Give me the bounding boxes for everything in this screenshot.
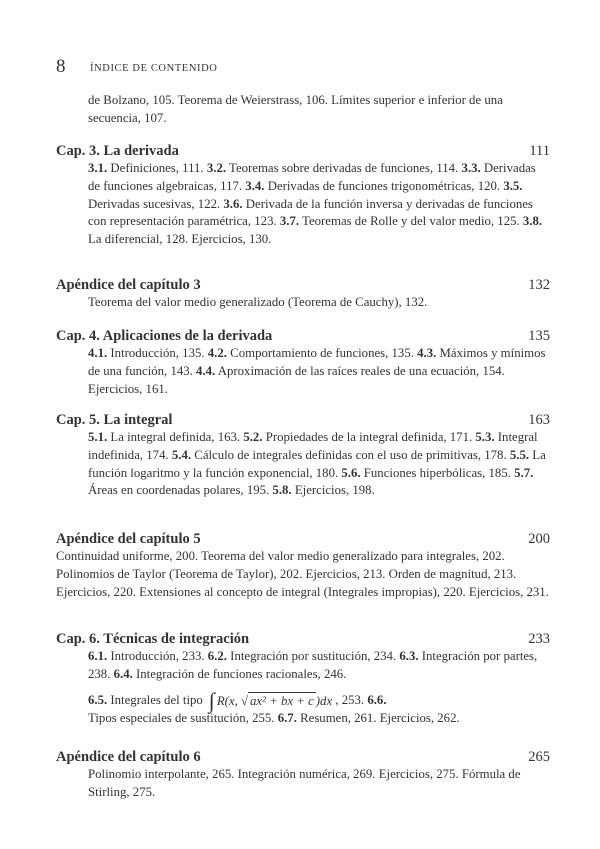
section-text: Comportamiento de funciones, 135. [226, 346, 418, 360]
section-text: Derivada de la función inversa y derivadas de funciones con representación paramétrica, 123. [88, 196, 533, 229]
section-number: 4.1. [88, 346, 108, 360]
section-number: 6.5. [88, 693, 108, 708]
toc-entry-chapter-4 [56, 327, 550, 398]
integral-expression [217, 692, 332, 711]
integral-line [88, 687, 550, 713]
toc-continuation [56, 92, 550, 128]
radical-sign: √ [241, 693, 249, 708]
appendix-title: Apéndice del capítulo 6 [56, 749, 201, 765]
section-number: 3.6. [223, 196, 243, 211]
chapter-title: Cap. 6. Técnicas de integración [56, 631, 250, 647]
running-head: ÍNDICE DE CONTENIDO [90, 63, 218, 74]
section-text: Máximos y mínimos de una función, 143. [88, 346, 546, 378]
section-number: 6.2. [207, 649, 227, 663]
section-text: Derivadas de funciones algebraicas, 117. [88, 161, 536, 193]
chapter-page: 135 [528, 328, 550, 344]
appendix-page: 265 [528, 749, 550, 765]
section-text: Derivadas sucesivas, 122. [88, 196, 224, 211]
appendix-title: Apéndice del capítulo 5 [56, 531, 201, 547]
section-text: Aproximación de las raíces reales de una ecuación, 154. Ejercicios, 161. [88, 363, 505, 396]
section-list [88, 648, 550, 684]
section-text: Integración de funciones racionales, 246. [132, 666, 347, 681]
toc-entry-chapter-3 [56, 142, 550, 249]
section-text: Resumen, 261. Ejercicios, 262. [296, 711, 460, 726]
section-text: Integración por sustitución, 234. [226, 649, 400, 663]
section-number: 3.2. [206, 161, 227, 175]
section-number: 5.7. [514, 465, 534, 480]
section-number: 5.8. [272, 483, 292, 498]
section-number: 4.2. [207, 346, 227, 360]
section-number: 6.3. [399, 649, 419, 663]
section-number: 6.1. [88, 649, 108, 663]
section-list-integral [88, 687, 550, 729]
chapter-title: Cap. 5. La integral [56, 412, 173, 428]
radicand: ax² + bx + c [248, 692, 316, 711]
section-number: 5.5. [509, 447, 530, 462]
appendix-text: Polinomio interpolante, 265. Integración numérica, 269. Ejercicios, 275. Fórmula de Stirling, 275. [88, 767, 521, 799]
toc-entry-appendix-5 [56, 530, 550, 601]
toc-entry-chapter-6 [56, 630, 550, 728]
section-text: Teoremas de Rolle y del valor medio, 125. [299, 214, 523, 229]
appendix-title: Apéndice del capítulo 3 [56, 277, 201, 293]
section-text: Funciones hiperbólicas, 185. [360, 465, 515, 480]
section-list [88, 429, 550, 500]
section-number: 5.2. [243, 430, 263, 444]
integral-suffix: )dx [315, 693, 333, 708]
toc-entry-appendix-3 [56, 276, 550, 312]
section-text: Ejercicios, 198. [291, 483, 375, 498]
section-number: 3.3. [461, 161, 481, 175]
section-text: Cálculo de integrales definidas con el uso de primitivas, 178. [191, 447, 510, 462]
section-number: 5.3. [475, 430, 495, 444]
section-number: 3.7. [279, 214, 300, 229]
section-number: 5.6. [341, 465, 361, 480]
chapter-page: 111 [529, 143, 550, 159]
appendix-page: 200 [528, 531, 550, 547]
section-text: La función logaritmo y la función exponencial, 180. [88, 447, 546, 480]
section-text: Integrales del tipo [107, 693, 203, 708]
section-number: 3.5. [503, 178, 523, 193]
section-text: La integral definida, 163. [107, 430, 244, 444]
toc-entry-appendix-6 [56, 748, 550, 802]
section-number: 3.8. [522, 214, 543, 229]
section-text: Introducción, 233. [107, 649, 208, 663]
section-text: Integración por partes, 238. [88, 649, 538, 681]
section-number: 6.4. [113, 666, 133, 681]
toc-entry-chapter-5 [56, 411, 550, 500]
page-number: 8 [56, 56, 66, 77]
section-text: , 253. [332, 693, 368, 708]
appendix-text: Teorema del valor medio generalizado (Teorema de Cauchy), 132. [88, 295, 428, 309]
section-text: La diferencial, 128. Ejercicios, 130. [88, 232, 272, 247]
appendix-page: 132 [528, 277, 550, 293]
section-number: 6.7. [277, 711, 297, 726]
appendix-text: Continuidad uniforme, 200. Teorema del valor medio generalizado para integrales, 202. Polinomios de Taylor (Teorema de Taylor), 202. Ejercicios, 213. Orden de magnitud, 213. Ejercicios, 220. Extensiones al concepto de integral (Integrales impropias), 220. Ejercicios, 231. [56, 549, 549, 599]
integral-prefix: R(x, [216, 693, 241, 708]
section-number: 4.3. [417, 346, 437, 360]
section-text: Áreas en coordenadas polares, 195. [88, 483, 273, 498]
section-number: 4.4. [196, 363, 216, 378]
section-number: 3.1. [88, 161, 108, 175]
section-number: 5.4. [171, 447, 192, 462]
section-text: Definiciones, 111. [107, 161, 207, 175]
section-text: Tipos especiales de sustitución, 255. [88, 711, 278, 726]
chapter-page: 233 [528, 631, 550, 647]
section-text: Integral indefinida, 174. [88, 430, 538, 462]
chapter-title: Cap. 4. Aplicaciones de la derivada [56, 328, 273, 344]
chapter-title: Cap. 3. La derivada [56, 143, 179, 159]
section-text: Derivadas de funciones trigonométricas, 120. [264, 178, 504, 193]
section-list [88, 345, 550, 398]
chapter-page: 163 [528, 412, 550, 428]
continuation-text: de Bolzano, 105. Teorema de Weierstrass, 106. Límites superior e inferior de una secuencia, 107. [88, 93, 503, 125]
section-text: Teoremas sobre derivadas de funciones, 114. [226, 161, 462, 175]
section-number: 6.6. [367, 693, 387, 708]
section-number: 5.1. [88, 430, 108, 444]
integral-sign: ∫ [208, 687, 215, 713]
section-text: Propiedades de la integral definida, 171. [262, 430, 476, 444]
section-text: Introducción, 135. [107, 346, 208, 360]
section-list [88, 160, 550, 249]
section-number: 3.4. [245, 178, 265, 193]
